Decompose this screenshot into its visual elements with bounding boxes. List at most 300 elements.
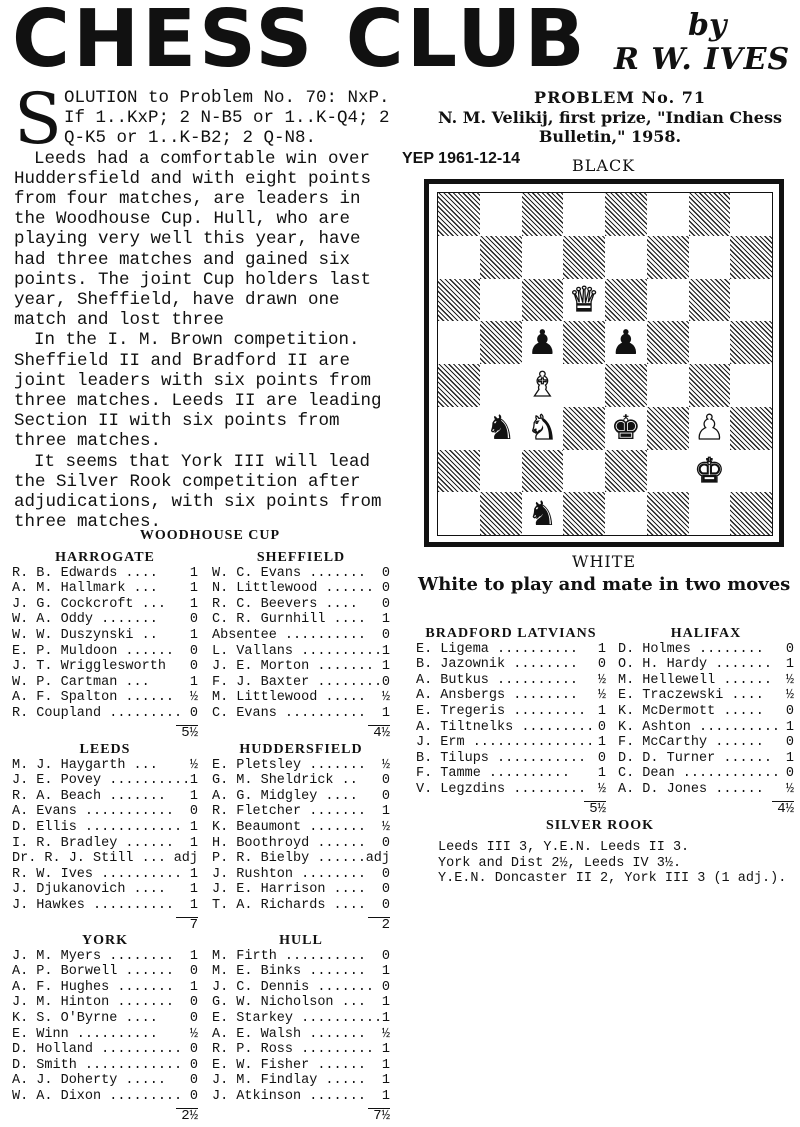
article-paragraph: Leeds had a comfortable win over Huddersfield and with eight points from four matches, are leaders in the Woodhouse Cup. Hull, who are playing very well this year, have had three matches and gained six points. The joint Cup holders last year, Sheffield, have drawn one match and lost three — [14, 148, 372, 331]
player-row — [12, 612, 198, 628]
player-score: 0 — [381, 866, 390, 882]
player-row — [212, 964, 390, 980]
player-row — [416, 688, 606, 704]
player-row — [212, 644, 390, 660]
player-score: 1 — [189, 948, 198, 964]
player-name: N. Littlewood ...... — [212, 581, 375, 597]
team-name: YORK — [82, 933, 128, 948]
team-name: HARROGATE — [55, 550, 155, 565]
player-name: D. Ellis ............ — [12, 819, 183, 835]
player-score: 0 — [785, 735, 794, 751]
square-d6 — [563, 279, 605, 322]
player-row — [212, 1058, 390, 1074]
player-score: 0 — [189, 1042, 198, 1058]
black-king-icon: ♚ — [610, 408, 642, 449]
player-row — [12, 581, 198, 597]
player-score: 1 — [189, 674, 198, 690]
player-row — [12, 1027, 198, 1043]
player-name: J. M. Myers ........ — [12, 948, 175, 964]
player-name: J. M. Hinton ....... — [12, 995, 175, 1011]
player-score: 0 — [381, 835, 390, 851]
team-total: 7 — [189, 916, 198, 933]
player-name: E. Winn .......... — [12, 1026, 158, 1042]
player-score: 1 — [189, 773, 198, 789]
player-name: D. Smith ............ — [12, 1057, 183, 1073]
square-a6 — [438, 279, 480, 322]
player-score: ½ — [597, 672, 606, 688]
player-row — [416, 751, 606, 767]
player-score: ½ — [381, 690, 390, 706]
player-score: 0 — [189, 964, 198, 980]
player-row — [12, 882, 198, 898]
player-score: 1 — [381, 1010, 390, 1026]
player-row — [618, 704, 794, 720]
player-row — [12, 758, 198, 774]
square-b4 — [480, 364, 522, 407]
team-block — [212, 933, 390, 1124]
player-score: ½ — [381, 1026, 390, 1042]
player-name: M. Firth .......... — [212, 948, 366, 964]
player-name: R. A. Beach ....... — [12, 788, 166, 804]
player-score: 1 — [785, 750, 794, 766]
team-name: BRADFORD LATVIANS — [425, 626, 597, 641]
player-name: V. Legzdins ......... — [416, 781, 587, 797]
square-e5 — [605, 321, 647, 364]
player-name: D. Holmes ........ — [618, 641, 764, 657]
black-knight-icon: ♞ — [485, 408, 516, 449]
player-row — [12, 836, 198, 852]
player-row — [212, 980, 390, 996]
square-g3 — [689, 407, 731, 450]
team-block — [12, 742, 198, 933]
player-row — [212, 758, 390, 774]
player-row — [12, 851, 198, 867]
player-score: ½ — [189, 757, 198, 773]
player-score: 1 — [785, 719, 794, 735]
player-row — [212, 851, 390, 867]
player-row — [212, 804, 390, 820]
player-name: J. Rushton ........ — [212, 866, 366, 882]
player-row — [212, 1027, 390, 1043]
player-score: 0 — [189, 995, 198, 1011]
team-total: 5½ — [589, 800, 606, 817]
team-block — [212, 742, 390, 933]
player-row — [212, 659, 390, 675]
player-name: C. Evans .......... — [212, 705, 366, 721]
masthead-title: CHESS CLUB — [12, 0, 588, 85]
player-name: Dr. R. J. Still ... — [12, 851, 166, 867]
player-score: adj — [365, 851, 390, 867]
square-a8 — [438, 193, 480, 236]
square-g4 — [689, 364, 731, 407]
square-d2 — [563, 450, 605, 493]
player-row — [12, 566, 198, 582]
square-d7 — [563, 236, 605, 279]
player-score: ½ — [597, 781, 606, 797]
player-name: G. W. Nicholson ... — [212, 995, 366, 1011]
player-name: B. Jazownik ........ — [416, 657, 579, 673]
player-name: H. Boothroyd ...... — [212, 835, 366, 851]
player-score: ½ — [785, 672, 794, 688]
player-score: 1 — [381, 995, 390, 1011]
square-g5 — [689, 321, 731, 364]
woodhouse-cup-title: WOODHOUSE CUP — [139, 528, 281, 543]
player-row — [12, 898, 198, 914]
player-name: J. Atkinson ....... — [212, 1088, 366, 1104]
player-name: E. P. Muldoon ...... — [12, 643, 175, 659]
square-e3 — [605, 407, 647, 450]
team-name: HUDDERSFIELD — [239, 742, 363, 757]
player-row — [416, 657, 606, 673]
player-row — [416, 782, 606, 798]
team-total: 5½ — [181, 724, 198, 741]
square-g6 — [689, 279, 731, 322]
player-score: 0 — [597, 657, 606, 673]
player-score: 0 — [189, 1010, 198, 1026]
player-name: K. S. O'Byrne .... — [12, 1010, 158, 1026]
square-d5 — [563, 321, 605, 364]
team-block — [212, 550, 390, 741]
player-name: M. E. Binks ....... — [212, 964, 366, 980]
player-name: G. M. Sheldrick .. — [212, 773, 358, 789]
player-row — [618, 720, 794, 736]
player-score: 1 — [381, 1088, 390, 1104]
player-name: W. A. Oddy ....... — [12, 612, 158, 628]
player-row — [212, 566, 390, 582]
player-score: ½ — [785, 781, 794, 797]
player-score: 1 — [381, 1042, 390, 1058]
player-row — [618, 782, 794, 798]
article-paragraph: In the I. M. Brown competition. Sheffield II and Bradford II are joint leaders with six points from three matches. Leeds II are leading Section II with six points from three matches. — [14, 330, 382, 452]
player-name: J. E. Povey .......... — [12, 773, 190, 789]
player-row — [212, 675, 390, 691]
board-squares — [437, 192, 773, 536]
player-score: 0 — [597, 719, 606, 735]
square-d1 — [563, 492, 605, 535]
player-name: J. T. Wrigglesworth — [12, 659, 166, 675]
player-name: I. R. Bradley ...... — [12, 835, 175, 851]
player-score: 1 — [381, 705, 390, 721]
player-score: ½ — [597, 688, 606, 704]
square-h8 — [730, 193, 772, 236]
solution-text: OLUTION to Problem No. 70: NxP. If 1..KxP; 2 N-B5 or 1..K-Q4; 2 Q-K5 or 1..K-B2; 2 Q-N8. — [63, 88, 390, 149]
square-d8 — [563, 193, 605, 236]
player-row — [212, 706, 390, 722]
square-h2 — [730, 450, 772, 493]
player-row — [618, 688, 794, 704]
article-paragraph: It seems that York III will lead the Silver Rook competition after adjudications, with six points from three matches. — [14, 451, 382, 533]
player-score: adj — [173, 851, 198, 867]
square-c2 — [522, 450, 564, 493]
player-name: Absentee .......... — [212, 627, 366, 643]
white-bishop-icon: ♝ — [527, 365, 558, 406]
player-name: O. H. Hardy ....... — [618, 657, 772, 673]
player-score: 0 — [381, 948, 390, 964]
square-b3 — [480, 407, 522, 450]
team-block — [12, 933, 198, 1124]
player-row — [212, 898, 390, 914]
player-name: L. Vallans .......... — [212, 643, 382, 659]
player-score: 0 — [381, 788, 390, 804]
problem-title: PROBLEM No. 71 — [534, 88, 706, 107]
square-a3 — [438, 407, 480, 450]
square-h1 — [730, 492, 772, 535]
square-h5 — [730, 321, 772, 364]
problem-source: N. M. Velikij, first prize, "Indian Chess Bulletin," 1958. — [438, 108, 782, 146]
player-row — [212, 628, 390, 644]
square-b6 — [480, 279, 522, 322]
player-score: 1 — [189, 596, 198, 612]
player-name: J. C. Dennis ....... — [212, 979, 375, 995]
player-row — [212, 690, 390, 706]
player-row — [212, 1042, 390, 1058]
player-score: 1 — [189, 882, 198, 898]
square-c8 — [522, 193, 564, 236]
player-score: 0 — [381, 897, 390, 913]
player-row — [618, 642, 794, 658]
player-name: J. Erm ............... — [416, 735, 595, 751]
silver-rook-results — [438, 840, 786, 887]
square-a5 — [438, 321, 480, 364]
team-name: HULL — [279, 933, 323, 948]
player-score: 0 — [381, 882, 390, 898]
player-score: 1 — [189, 897, 198, 913]
player-name: R. C. Beevers .... — [212, 596, 358, 612]
square-g2 — [689, 450, 731, 493]
player-score: 1 — [189, 866, 198, 882]
player-row — [212, 820, 390, 836]
player-score: 1 — [189, 835, 198, 851]
player-name: A. F. Hughes ....... — [12, 979, 175, 995]
player-score: 0 — [189, 1057, 198, 1073]
square-g7 — [689, 236, 731, 279]
player-score: 0 — [381, 596, 390, 612]
player-name: T. A. Richards .... — [212, 897, 366, 913]
player-score: 0 — [189, 643, 198, 659]
player-score: 1 — [189, 565, 198, 581]
player-row — [212, 581, 390, 597]
player-name: K. Ashton .......... — [618, 719, 781, 735]
white-king-icon: ♚ — [694, 450, 725, 491]
player-score: 1 — [381, 1073, 390, 1089]
player-name: R. B. Edwards .... — [12, 565, 158, 581]
player-name: R. W. Ives .......... — [12, 866, 183, 882]
square-c5 — [522, 321, 564, 364]
player-score: 0 — [785, 641, 794, 657]
player-score: 1 — [597, 735, 606, 751]
drop-cap: S — [14, 78, 62, 160]
player-name: A. P. Borwell ...... — [12, 964, 175, 980]
player-row — [12, 964, 198, 980]
black-side-label: BLACK — [572, 156, 636, 175]
square-c4 — [522, 364, 564, 407]
player-row — [212, 597, 390, 613]
black-knight-icon: ♞ — [527, 493, 558, 534]
player-name: M. J. Haygarth ... — [12, 757, 158, 773]
player-name: A. D. Jones ...... — [618, 781, 764, 797]
player-score: 1 — [381, 964, 390, 980]
player-name: E. W. Fisher ...... — [212, 1057, 366, 1073]
player-row — [618, 735, 794, 751]
player-score: 0 — [381, 627, 390, 643]
player-name: A. Ansbergs ........ — [416, 688, 579, 704]
player-name: K. McDermott ..... — [618, 703, 764, 719]
player-score: 0 — [189, 659, 198, 675]
player-row — [12, 789, 198, 805]
player-name: A. G. Midgley .... — [212, 788, 358, 804]
player-name: F. McCarthy ...... — [618, 735, 764, 751]
player-row — [212, 1089, 390, 1105]
player-row — [12, 995, 198, 1011]
square-c1 — [522, 492, 564, 535]
player-score: 0 — [189, 612, 198, 628]
square-d3 — [563, 407, 605, 450]
team-total: 2½ — [181, 1107, 198, 1124]
square-c6 — [522, 279, 564, 322]
player-name: E. Tregeris ......... — [416, 703, 587, 719]
square-e7 — [605, 236, 647, 279]
player-score: 1 — [381, 804, 390, 820]
player-row — [12, 1042, 198, 1058]
square-g8 — [689, 193, 731, 236]
player-name: R. Fletcher ....... — [212, 804, 366, 820]
player-row — [416, 735, 606, 751]
white-side-label: WHITE — [572, 552, 637, 571]
player-score: 0 — [189, 705, 198, 721]
player-name: E. Ligema .......... — [416, 641, 579, 657]
player-name: C. R. Gurnhill .... — [212, 612, 366, 628]
square-e2 — [605, 450, 647, 493]
player-row — [12, 804, 198, 820]
player-row — [12, 628, 198, 644]
team-block — [416, 626, 606, 817]
player-name: E. Traczewski .... — [618, 688, 764, 704]
player-score: 0 — [189, 1073, 198, 1089]
player-name: A. F. Spalton ...... — [12, 690, 175, 706]
player-score: 1 — [189, 979, 198, 995]
player-row — [212, 995, 390, 1011]
square-f7 — [647, 236, 689, 279]
team-total: 2 — [381, 916, 390, 933]
player-name: A. E. Walsh ....... — [212, 1026, 366, 1042]
player-score: 1 — [597, 641, 606, 657]
player-score: 0 — [381, 565, 390, 581]
player-name: J. E. Morton ....... — [212, 659, 375, 675]
player-row — [12, 867, 198, 883]
player-name: A. Tiltnelks ......... — [416, 719, 595, 735]
player-score: ½ — [381, 819, 390, 835]
square-a7 — [438, 236, 480, 279]
player-name: W. W. Duszynski .. — [12, 627, 158, 643]
player-row — [416, 642, 606, 658]
square-f4 — [647, 364, 689, 407]
square-b2 — [480, 450, 522, 493]
player-row — [618, 751, 794, 767]
square-f6 — [647, 279, 689, 322]
player-row — [618, 766, 794, 782]
player-row — [416, 673, 606, 689]
player-name: A. Butkus .......... — [416, 672, 579, 688]
square-b5 — [480, 321, 522, 364]
player-score: 1 — [381, 643, 390, 659]
white-pawn-icon: ♟ — [694, 408, 725, 449]
silver-rook-title: SILVER ROOK — [545, 818, 655, 833]
player-row — [212, 789, 390, 805]
player-score: 1 — [597, 703, 606, 719]
player-name: R. Coupland ......... — [12, 705, 183, 721]
byline-author: R W. IVES — [614, 42, 791, 77]
white-queen-icon: ♛ — [568, 279, 600, 320]
player-row — [212, 867, 390, 883]
player-name: P. R. Bielby ...... — [212, 851, 366, 867]
player-row — [12, 1058, 198, 1074]
player-score: 0 — [189, 1088, 198, 1104]
player-score: 0 — [381, 979, 390, 995]
square-h6 — [730, 279, 772, 322]
player-name: A. J. Doherty ..... — [12, 1073, 166, 1089]
player-row — [212, 773, 390, 789]
player-name: M. Hellewell ...... — [618, 672, 772, 688]
player-row — [12, 820, 198, 836]
player-name: A. M. Hallmark ... — [12, 581, 158, 597]
square-f1 — [647, 492, 689, 535]
square-f8 — [647, 193, 689, 236]
team-total: 4½ — [777, 800, 794, 817]
player-score: 1 — [189, 581, 198, 597]
square-a1 — [438, 492, 480, 535]
team-total: 7½ — [373, 1107, 390, 1124]
player-score: ½ — [189, 1026, 198, 1042]
player-score: 0 — [381, 581, 390, 597]
square-d4 — [563, 364, 605, 407]
player-name: W. A. Dixon ......... — [12, 1088, 183, 1104]
square-e8 — [605, 193, 647, 236]
silver-rook-line: Leeds III 3, Y.E.N. Leeds II 3. — [438, 840, 690, 855]
date-stamp: YEP 1961-12-14 — [402, 150, 521, 167]
player-score: 1 — [189, 627, 198, 643]
player-name: J. Djukanovich .... — [12, 882, 166, 898]
player-row — [12, 980, 198, 996]
player-row — [12, 949, 198, 965]
black-pawn-icon: ♟ — [610, 322, 642, 363]
player-score: 0 — [381, 773, 390, 789]
team-block — [12, 550, 198, 741]
team-name: LEEDS — [79, 742, 131, 757]
player-row — [12, 690, 198, 706]
player-row — [618, 673, 794, 689]
player-row — [212, 882, 390, 898]
chess-board — [424, 179, 784, 547]
square-f3 — [647, 407, 689, 450]
player-row — [416, 766, 606, 782]
player-row — [416, 720, 606, 736]
player-score: ½ — [189, 690, 198, 706]
square-c7 — [522, 236, 564, 279]
byline-by: by — [688, 8, 727, 43]
player-score: 0 — [381, 674, 390, 690]
player-name: J. M. Findlay ..... — [212, 1073, 366, 1089]
player-name: R. P. Ross ......... — [212, 1042, 375, 1058]
player-row — [12, 706, 198, 722]
player-row — [12, 597, 198, 613]
player-name: C. Dean ............ — [618, 766, 781, 782]
player-name: E. Pletsley ....... — [212, 757, 366, 773]
player-name: W. P. Cartman ... — [12, 674, 150, 690]
player-score: ½ — [381, 757, 390, 773]
player-score: 0 — [785, 703, 794, 719]
square-e4 — [605, 364, 647, 407]
square-e1 — [605, 492, 647, 535]
